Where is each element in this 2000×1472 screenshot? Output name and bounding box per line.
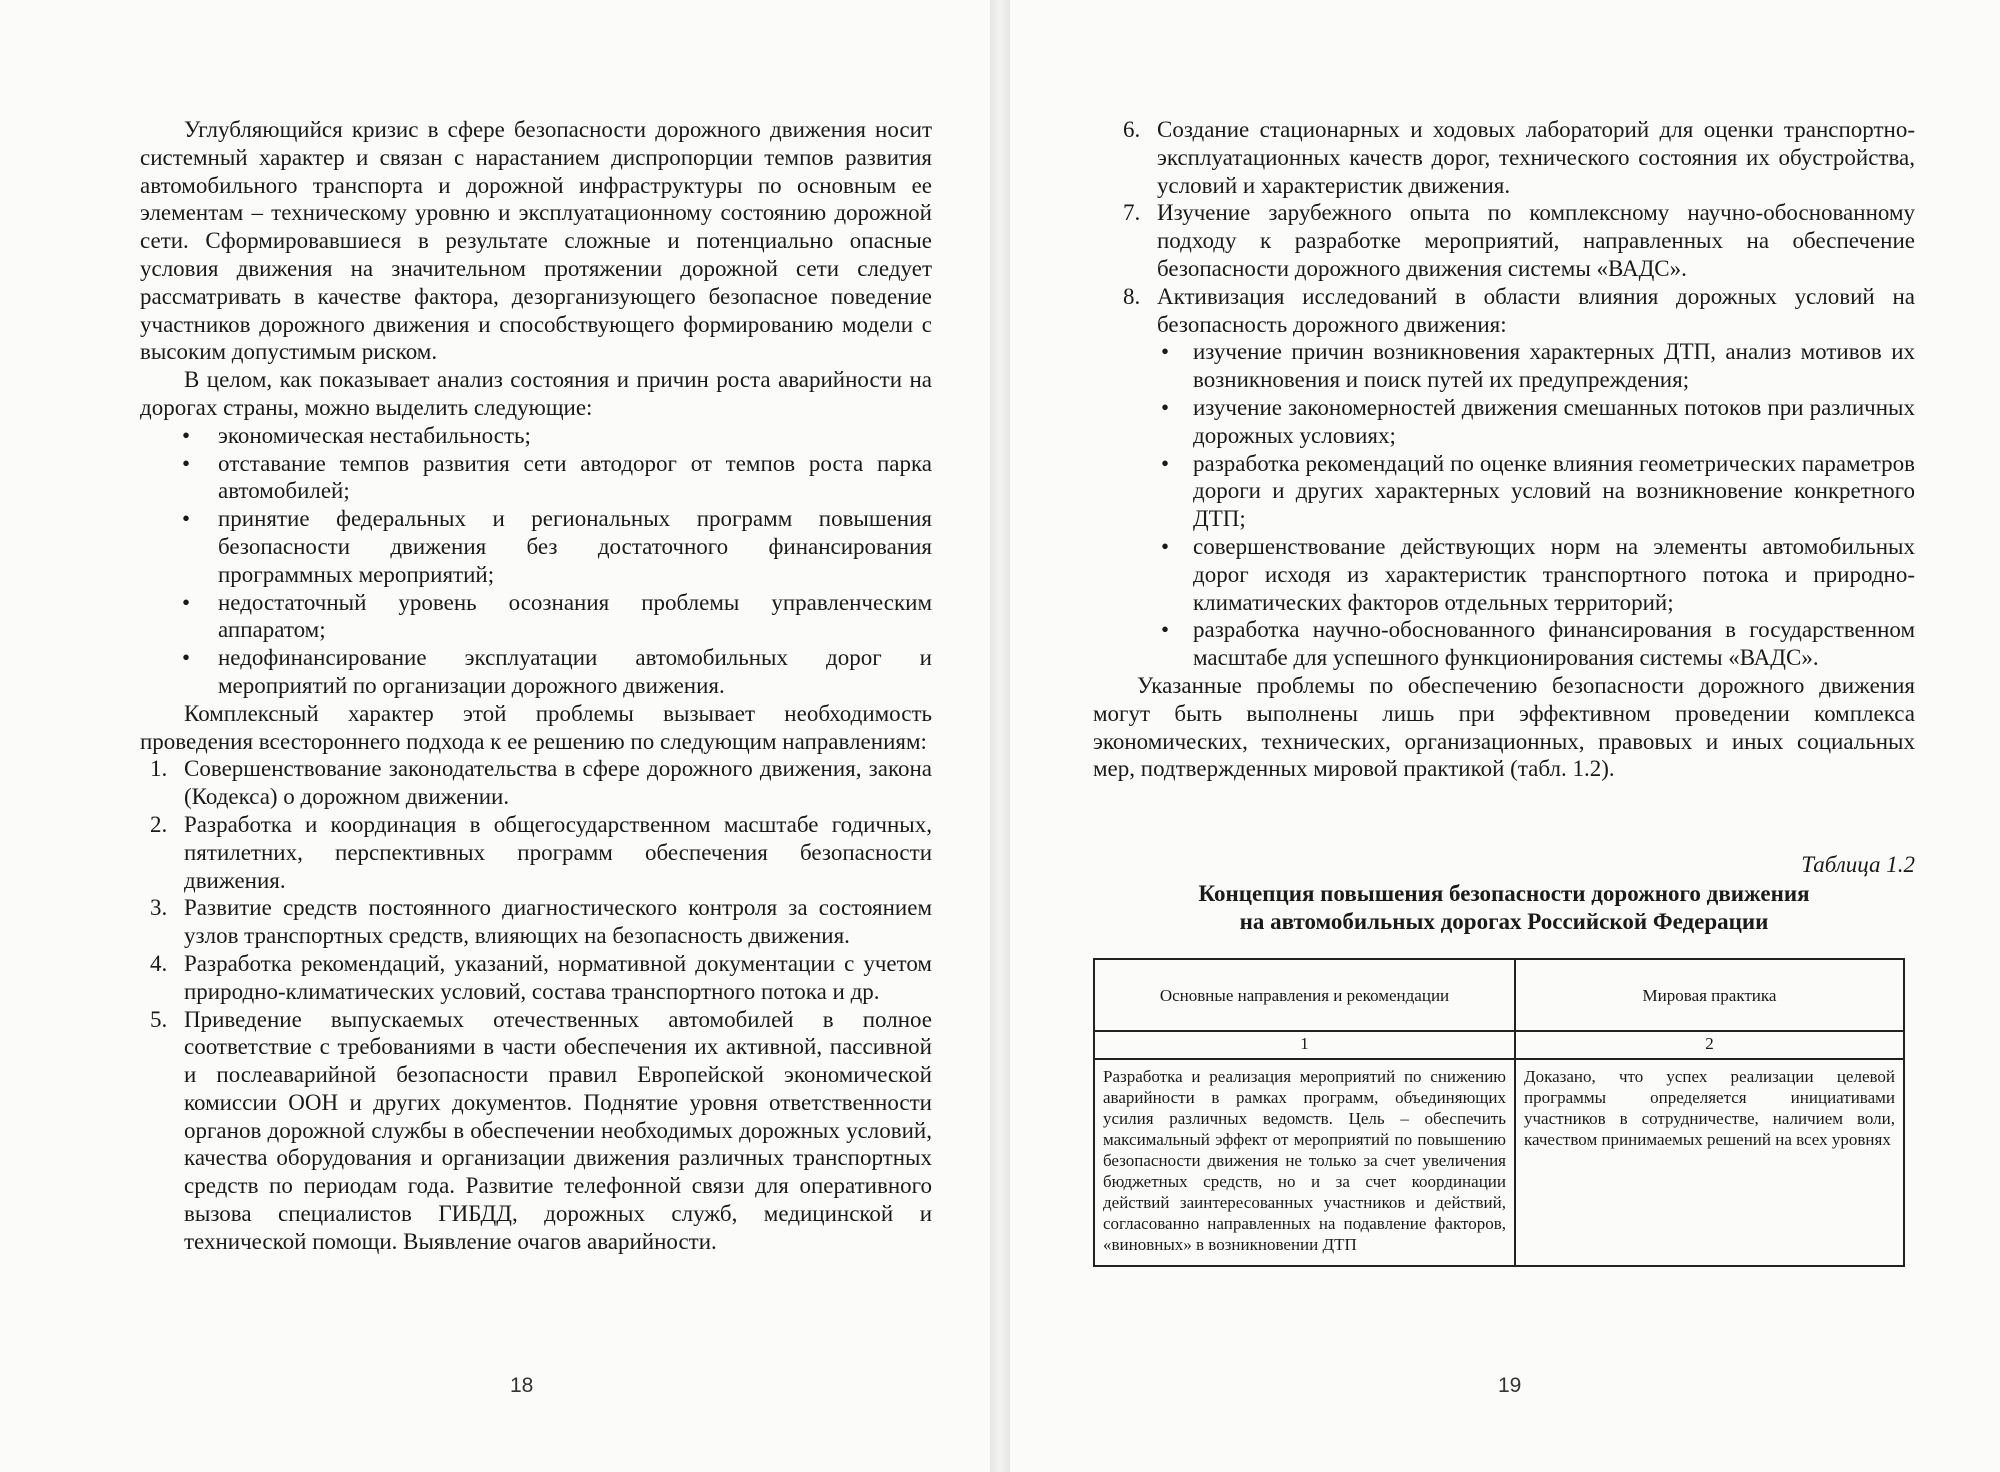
item-number: 5. (150, 1006, 168, 1032)
conclusion-paragraph: Указанные проблемы по обеспечению безопасности дорожного движения могут быть выполнены лишь при эффективном проведении комплекса экономических, технических, организационных, правовых и иных социальных мер, подтвержденных мировой практикой (табл. 1.2). (1093, 672, 1915, 782)
list-item (150, 811, 932, 894)
list-item (1123, 283, 1915, 339)
list-item: • разработка рекомендаций по оценке влияния геометрических параметров дороги и других характерных условий на возникновение конкретного ДТП; (1193, 450, 1915, 533)
list-item: • недостаточный уровень осознания проблемы управленческим аппаратом; (218, 589, 932, 645)
item-text: Приведение выпускаемых отечественных автомобилей в полное соответствие с требованиями в части обеспечения их активной, пассивной и послеаварийной безопасности правил Европейской экономической комиссии ООН и других документов. Поднятие уровня ответственности органов дорожной службы в обеспечении необходимых дорожных условий, качества оборудования и организации движения различных транспортных средств по периодам года. Развитие телефонной связи для оперативного вызова специалистов ГИБДД, дорожных служб, медицинской и технической помощи. Выявление очагов аварийности. (184, 1006, 932, 1254)
list-item (1123, 116, 1915, 199)
item-text: Совершенствование законодательства в сфере дорожного движения, закона (Кодекса) о дорожном движении. (184, 756, 932, 810)
column-number: 2 (1515, 1031, 1904, 1059)
list-item: • экономическая нестабильность; (218, 422, 932, 450)
table-title (1093, 880, 1915, 936)
list-item: • отставание темпов развития сети автодорог от темпов роста парка автомобилей; (218, 450, 932, 506)
item-text: Развитие средств постоянного диагностического контроля за состоянием узлов транспортных средств, влияющих на безопасность движения. (184, 895, 932, 949)
item-text: Разработка и координация в общегосударственном масштабе годичных, пятилетних, перспективных программ обеспечения безопасности движения. (184, 811, 932, 893)
left-page-text (140, 116, 932, 1256)
table-title-line: Концепция повышения безопасности дорожного движения (1198, 881, 1810, 906)
item-text: Разработка рекомендаций, указаний, нормативной документации с учетом природно-климатических условий, состава транспортного потока и др. (184, 950, 932, 1004)
list-item (150, 1006, 932, 1256)
causes-list (140, 422, 932, 700)
right-page-text (1093, 116, 1915, 783)
list-item: • изучение закономерностей движения смешанных потоков при различных дорожных условиях; (1193, 394, 1915, 450)
column-number: 1 (1094, 1031, 1515, 1059)
list-item (150, 894, 932, 950)
item-number: 8. (1123, 283, 1141, 309)
table-row (1094, 1059, 1904, 1266)
table-cell: Разработка и реализация мероприятий по снижению аварийности в рамках программ, объединяющих усилия различных ведомств. Цель – обеспечить максимальный эффект от мероприятий по повышению безопасности движения не только за счет увеличения бюджетных средств, но и за счет координации действий заинтересованных участников и действий, согласованно направленных на подавление факторов, «виновных» в возникновении ДТП (1094, 1059, 1515, 1266)
list-item (150, 755, 932, 811)
causes-lead-paragraph: В целом, как показывает анализ состояния и причин роста аварийности на дорогах страны, можно выделить следующие: (140, 367, 932, 420)
left-page (0, 0, 990, 1472)
list-item (150, 950, 932, 1006)
right-page (1010, 0, 2000, 1472)
column-header: Мировая практика (1515, 959, 1904, 1031)
page-number: 19 (1498, 1374, 1522, 1397)
directions-list (140, 755, 932, 1255)
item-number: 2. (150, 811, 168, 837)
list-item: • принятие федеральных и региональных программ повышения безопасности движения без достаточного финансирования программных мероприятий; (218, 505, 932, 588)
item-number: 4. (150, 950, 168, 976)
table-caption: Таблица 1.2 (1801, 852, 1915, 877)
column-header: Основные направления и рекомендации (1094, 959, 1515, 1031)
list-item: • совершенствование действующих норм на элементы автомобильных дорог исходя из характеристик транспортного потока и природно-климатических факторов отдельных территорий; (1193, 533, 1915, 616)
item-text: Изучение зарубежного опыта по комплексному научно-обоснованному подходу к разработке мероприятий, направленных на обеспечение безопасности дорожного движения системы «ВАДС». (1157, 200, 1915, 281)
item-number: 6. (1123, 117, 1141, 142)
concept-table (1093, 958, 1905, 1267)
directions-list-continued (1093, 116, 1915, 338)
item-number: 3. (150, 895, 168, 921)
research-list (1093, 338, 1915, 672)
list-item: • изучение причин возникновения характерных ДТП, анализ мотивов их возникновения и поиск путей их предупреждения; (1193, 338, 1915, 394)
item-text: Активизация исследований в области влияния дорожных условий на безопасность дорожного движения: (1157, 283, 1915, 337)
directions-lead-paragraph: Комплексный характер этой проблемы вызывает необходимость проведения всестороннего подхода к ее решению по следующим направлениям: (140, 700, 932, 754)
table-header-row (1094, 959, 1904, 1031)
item-text: Создание стационарных и ходовых лабораторий для оценки транспортно-эксплуатационных качеств дорог, технического состояния их обустройства, условий и характеристик движения. (1157, 117, 1915, 198)
list-item (1123, 199, 1915, 282)
list-item: • разработка научно-обоснованного финансирования в государственном масштабе для успешного функционирования системы «ВАДС». (1193, 616, 1915, 672)
item-number: 7. (1123, 200, 1141, 226)
book-gutter (990, 0, 1010, 1472)
list-item: • недофинансирование эксплуатации автомобильных дорог и мероприятий по организации дорожного движения. (218, 644, 932, 700)
page-number: 18 (510, 1374, 534, 1397)
table-title-line: на автомобильных дорогах Российской Федерации (1239, 909, 1769, 934)
intro-paragraph: Углубляющийся кризис в сфере безопасности дорожного движения носит системный характер и связан с нарастанием диспропорции темпов развития автомобильного транспорта и дорожной инфраструктуры по основным ее элементам – техническому уровню и эксплуатационному состоянию дорожной сети. Сформировавшиеся в результате сложные и потенциально опасные условия движения на значительном протяжении дорожной сети следует рассматривать в качестве фактора, дезорганизующего безопасное поведение участников дорожного движения и способствующего формированию модели с высоким допустимым риском. (140, 117, 932, 365)
item-number: 1. (150, 756, 168, 782)
table-cell: Доказано, что успех реализации целевой программы определяется инициативами участников в сотрудничестве, наличием воли, качеством принимаемых решений на всех уровнях (1515, 1059, 1904, 1266)
table-number-row (1094, 1031, 1904, 1059)
